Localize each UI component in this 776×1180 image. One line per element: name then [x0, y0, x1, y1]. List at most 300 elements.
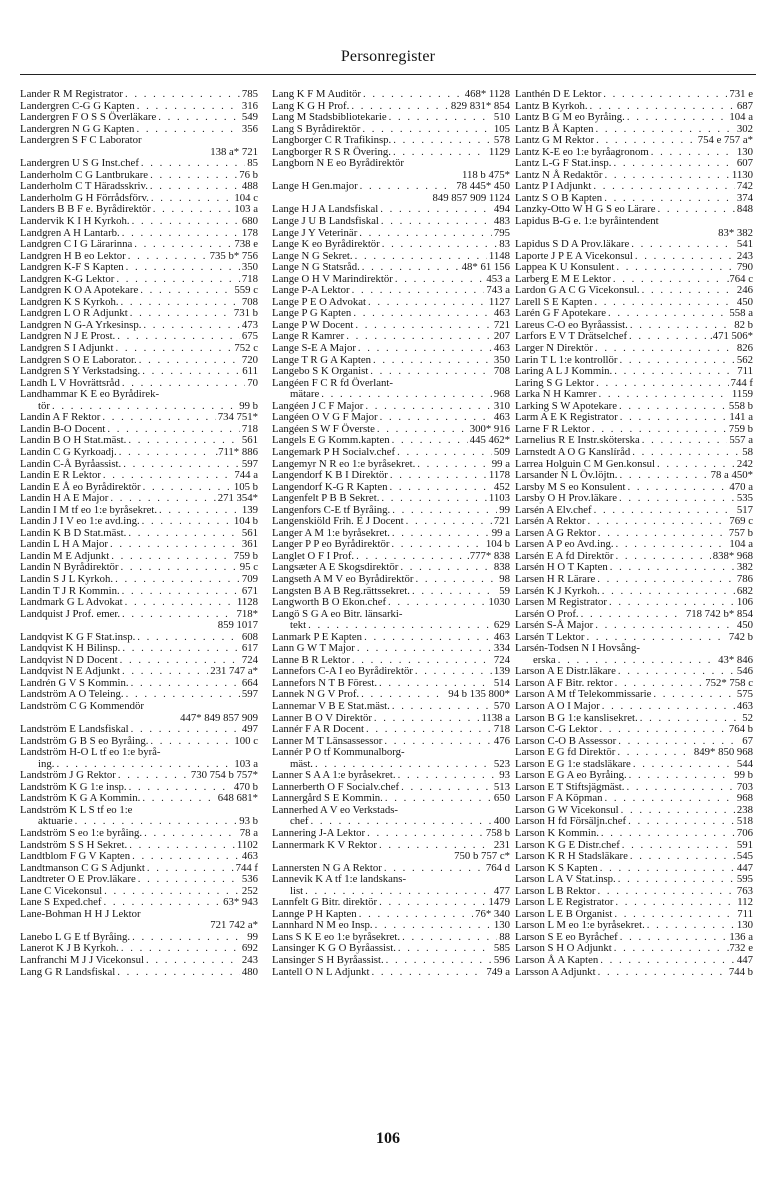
entry-pages: 758 b: [485, 827, 510, 839]
entry-name: Lansinger S H Byråassist.: [272, 954, 384, 967]
leader-dots: [398, 770, 498, 782]
entry-name: Larsby M S eo Konsulent: [515, 480, 626, 493]
index-entry: [272, 955, 510, 967]
entry-pages: 100 c: [234, 734, 258, 747]
index-entry: [272, 493, 510, 505]
entry-pages: 63* 943: [223, 896, 258, 909]
leader-dots: [115, 343, 232, 355]
entry-pages: 570: [493, 699, 510, 712]
entry-pages: 743 a: [486, 284, 510, 297]
entry-name: Lantz B Å Kapten: [515, 122, 594, 135]
leader-dots: [364, 632, 492, 644]
leader-dots: [628, 816, 735, 828]
entry-name: Larson A O I Major: [515, 699, 600, 712]
index-entry: [272, 609, 510, 621]
entry-pages: 1138 a: [481, 711, 510, 724]
leader-dots: [118, 770, 189, 782]
index-entry: [272, 701, 510, 713]
entry-pages: 477: [493, 884, 510, 897]
entry-pages: 83: [499, 238, 510, 251]
leader-dots: [368, 297, 487, 309]
entry-pages: 734 751*: [217, 411, 258, 424]
leader-dots: [594, 297, 735, 309]
entry-pages: 675: [241, 330, 258, 343]
entry-pages: 752 c: [234, 342, 258, 355]
index-entry: [20, 470, 258, 482]
entry-pages: 735 b* 756: [209, 249, 258, 262]
leader-dots: [139, 355, 240, 367]
leader-dots: [137, 632, 240, 644]
entry-name: Larsen H R Lärare: [515, 572, 596, 585]
entry-name: Larson F A Köpman: [515, 792, 603, 805]
entry-pages: 447: [736, 861, 753, 874]
entry-name: Langsæter A E Skogsdirektör: [272, 561, 399, 574]
leader-dots: [616, 551, 711, 563]
entry-name: Larberg E M E Lektor: [515, 272, 611, 285]
entry-pages: 838: [493, 561, 510, 574]
leader-dots: [598, 886, 735, 898]
leader-dots: [352, 285, 485, 297]
entry-name: Landgren S O E Laborator.: [20, 353, 137, 366]
entry-pages: 687: [736, 99, 753, 112]
entry-name: Landström J G Rektor: [20, 769, 116, 782]
entry-name: Lannerberth O F Socialv.chef: [272, 780, 400, 793]
entry-pages: 708: [241, 295, 258, 308]
leader-dots: [370, 366, 492, 378]
index-column-2: [272, 89, 510, 978]
index-entry: [272, 343, 510, 355]
leader-dots: [415, 666, 492, 678]
entry-pages: 447* 849 857 909: [180, 711, 258, 724]
entry-pages: 754 e 757 a*: [697, 134, 753, 147]
entry-pages: 749 a: [486, 965, 510, 978]
entry-name: Landergren F O S S Överläkare: [20, 111, 157, 124]
entry-name: Landgren K O A Apotekare: [20, 284, 139, 297]
index-entry: [272, 447, 510, 459]
entry-name: Lardon G A C G Vicekonsul.: [515, 284, 640, 297]
entry-pages: 350: [241, 261, 258, 274]
index-entry: [20, 343, 258, 355]
index-entry: [515, 216, 753, 228]
entry-pages: 82 b: [734, 318, 753, 331]
leader-dots: [397, 447, 492, 459]
entry-pages: 242: [736, 457, 753, 470]
leader-dots: [635, 251, 735, 263]
entry-name: Lanfranchi M J J Vicekonsul: [20, 954, 144, 967]
entry-name: Landgren H B eo Lektor: [20, 249, 126, 262]
entry-name: Lane C Vicekonsul: [20, 884, 103, 897]
entry-name: Lannhard N M eo Insp.: [272, 919, 373, 932]
entry-pages: 724: [493, 653, 510, 666]
entry-pages: 826: [736, 342, 753, 355]
leader-dots: [587, 516, 727, 528]
entry-name: Lanthén D E Lektor: [515, 88, 602, 100]
entry-name: Langenfors C-E tf Byråing.: [272, 503, 391, 516]
entry-pages: 105: [493, 122, 510, 135]
entry-name: Landström G B S eo Byråing.: [20, 734, 149, 747]
entry-pages: 750 b 757 c*: [454, 850, 510, 863]
entry-name: Larsson A Adjunkt: [515, 965, 596, 978]
leader-dots: [393, 135, 492, 147]
leader-dots: [115, 574, 240, 586]
entry-name: Langö S G A eo Bitr. länsarki-: [272, 607, 403, 620]
entry-pages: 476: [493, 734, 510, 747]
entry-name: Landgren N G-A Yrkesinsp.: [20, 318, 142, 331]
entry-pages: 445 462*: [469, 434, 510, 447]
entry-name: mäst.: [290, 757, 313, 770]
entry-pages: 138 a* 721: [210, 145, 258, 158]
entry-name: Lanerot K J B Kyrkoh.: [20, 942, 119, 955]
leader-dots: [159, 505, 240, 517]
leader-dots: [622, 840, 735, 852]
entry-name: Landers B B F e. Byrådirektör: [20, 203, 151, 216]
leader-dots: [616, 262, 734, 274]
entry-name: Langebo S K Organist: [272, 365, 369, 378]
entry-pages: 759 b: [233, 549, 258, 562]
entry-name: Lange P W Docent: [272, 318, 354, 331]
leader-dots: [596, 378, 728, 390]
leader-dots: [615, 897, 735, 909]
leader-dots: [601, 828, 735, 840]
leader-dots: [123, 459, 240, 471]
leader-dots: [359, 909, 473, 921]
leader-dots: [594, 505, 735, 517]
entry-name: Langemark P H Socialv.chef: [272, 445, 396, 458]
entry-pages: 742: [736, 180, 753, 193]
leader-dots: [151, 193, 233, 205]
index-entry: [515, 874, 753, 886]
index-entry: [515, 967, 753, 979]
index-entry: [272, 724, 510, 736]
entry-pages: 536: [241, 873, 258, 886]
index-entry: [515, 955, 753, 967]
entry-pages: 757 b: [728, 526, 753, 539]
index-entry: [515, 447, 753, 459]
entry-pages: 731 e: [729, 88, 753, 100]
leader-dots: [158, 112, 240, 124]
entry-name: Langenfelt P B B Sekret.: [272, 492, 380, 505]
leader-dots: [308, 620, 492, 632]
entry-pages: 608: [241, 630, 258, 643]
leader-dots: [129, 840, 235, 852]
index-entry: [272, 112, 510, 124]
entry-name: Larsen A G Rektor: [515, 526, 596, 539]
entry-name: Larson C-O B Assessor: [515, 734, 617, 747]
index-entry: [20, 135, 258, 147]
entry-name: Landström S S H Sekret.: [20, 838, 128, 851]
entry-pages: 708: [493, 365, 510, 378]
entry-name: Landgren N J E Prost.: [20, 330, 116, 343]
entry-name: Lannfelt G Bitr. direktör: [272, 896, 378, 909]
entry-pages: 136 a: [729, 930, 753, 943]
entry-name: Langéen J C F Major: [272, 399, 364, 412]
entry-pages: 246: [736, 284, 753, 297]
index-column-1: [20, 89, 258, 978]
leader-dots: [415, 574, 497, 586]
entry-pages: 517: [736, 503, 753, 516]
leader-dots: [620, 932, 728, 944]
entry-pages: 450: [736, 619, 753, 632]
entry-name: Landin A F Rektor: [20, 411, 101, 424]
index-entry: [515, 701, 753, 713]
entry-pages: 48* 61 156: [461, 261, 510, 274]
entry-name: Larsander N L Öv.löjtn.: [515, 469, 618, 482]
entry-pages: 356: [241, 122, 258, 135]
leader-dots: [150, 736, 232, 748]
leader-dots: [613, 158, 734, 170]
leader-dots: [373, 355, 492, 367]
leader-dots: [658, 204, 735, 216]
entry-name: Lantz G M Rektor: [515, 134, 595, 147]
entry-pages: 103 a: [234, 757, 258, 770]
entry-pages: 382: [736, 561, 753, 574]
entry-pages: 453 a: [486, 272, 510, 285]
leader-dots: [642, 285, 735, 297]
entry-name: Larsby O H Prov.läkare: [515, 492, 617, 505]
entry-pages: 316: [241, 99, 258, 112]
leader-dots: [381, 493, 487, 505]
entry-name: Langworth B O Ekon.chef: [272, 596, 387, 609]
entry-name: Langseth A M V eo Byrådirektör: [272, 572, 414, 585]
entry-name: Landin K B D Stat.mäst.: [20, 526, 127, 539]
entry-pages: 692: [241, 942, 258, 955]
entry-name: Larnstedt A O G Kanslíråd: [515, 445, 631, 458]
entry-pages: 680: [241, 215, 258, 228]
entry-name: Larger N Direktör: [515, 342, 594, 355]
entry-pages: 99 a: [491, 457, 510, 470]
entry-name: Lange N G Sekret.: [272, 249, 353, 262]
entry-name: Larson K S Kapten: [515, 861, 598, 874]
leader-dots: [392, 435, 468, 447]
entry-pages: 718: [493, 723, 510, 736]
entry-pages: 480: [241, 965, 258, 978]
entry-pages: 759 b: [728, 422, 753, 435]
entry-name: Landström K G 1:e insp.: [20, 780, 127, 793]
leader-dots: [593, 181, 735, 193]
entry-name: Langer P P eo Byrådirektör: [272, 538, 390, 551]
leader-dots: [620, 355, 735, 367]
entry-pages: 400: [493, 815, 510, 828]
entry-pages: 139: [493, 665, 510, 678]
index-entry: [272, 967, 510, 979]
leader-dots: [382, 239, 497, 251]
entry-name: Larson L A V Stat.insp.: [515, 873, 616, 886]
entry-pages: 104 a: [729, 111, 753, 124]
entry-name: Lange P G Kapten: [272, 307, 352, 320]
entry-name: Landmark G L Advokat: [20, 596, 123, 609]
entry-pages: 59: [499, 584, 510, 597]
leader-dots: [390, 470, 487, 482]
entry-name: Lantz N Å Redaktör: [515, 168, 603, 181]
leader-dots: [632, 447, 740, 459]
index-entry: [20, 216, 258, 228]
entry-pages: 94 b 135 800*: [448, 688, 510, 701]
entry-pages: 731 b: [233, 307, 258, 320]
entry-name: Lareus C-O eo Byråassist.: [515, 318, 628, 331]
entry-name: Larson K Kommin.: [515, 827, 599, 839]
entry-pages: 463: [493, 630, 510, 643]
entry-name: ing.: [38, 757, 55, 770]
entry-name: Laring S G Lektor: [515, 376, 595, 389]
entry-name: Langéen F C R fd Överlant-: [272, 376, 393, 389]
entry-name: Landin B O H Stat.mäst.: [20, 434, 127, 447]
entry-pages: .471 506*: [710, 330, 753, 343]
entry-pages: 98: [499, 572, 510, 585]
entry-pages: 470 b: [233, 780, 258, 793]
entry-pages: 1030: [488, 596, 510, 609]
index-entry: [515, 366, 753, 378]
entry-pages: 786: [736, 572, 753, 585]
index-entry: [272, 216, 510, 228]
entry-pages: 509: [493, 445, 510, 458]
entry-name: Larsén A Rektor: [515, 515, 586, 528]
leader-dots: [132, 932, 245, 944]
entry-pages: 43* 846: [718, 653, 753, 666]
entry-pages: 76* 340: [475, 907, 510, 920]
entry-name: Lantell O N L Adjunkt: [272, 965, 370, 978]
entry-name: Landgren K S Kyrkoh.: [20, 295, 119, 308]
entry-name: Lapidus S D A Prov.läkare: [515, 238, 630, 251]
entry-name: Lange J Y Veterinär: [272, 226, 358, 239]
leader-dots: [614, 366, 735, 378]
leader-dots: [357, 643, 492, 655]
entry-name: Landquist J Prof. emer.: [20, 607, 121, 620]
leader-dots: [122, 666, 208, 678]
entry-pages: 104 b: [485, 538, 510, 551]
entry-name: Lange K eo Byrådirektör: [272, 238, 380, 251]
leader-dots: [627, 112, 728, 124]
leader-dots: [619, 493, 735, 505]
entry-pages: 93 b: [239, 815, 258, 828]
leader-dots: [386, 955, 492, 967]
entry-name: Landin I M tf eo 1:e byråsekret.: [20, 503, 158, 516]
index-entry: [20, 366, 258, 378]
entry-name: Lanne B R Lektor: [272, 653, 350, 666]
index-entry: [515, 89, 753, 101]
leader-dots: [616, 539, 728, 551]
leader-dots: [381, 216, 492, 228]
entry-name: Lange O H V Marindirektör: [272, 272, 393, 285]
index-entry: [272, 597, 510, 609]
entry-pages: .732 e: [726, 942, 753, 955]
leader-dots: [617, 747, 692, 759]
entry-name: Lang M Stadsbibliotekarie: [272, 111, 387, 124]
entry-name: Landgren A H Lantarb.: [20, 226, 120, 239]
entry-name: Landin J I V eo 1:e avd.ing.: [20, 515, 140, 528]
entry-pages: 463: [493, 342, 510, 355]
index-entry: [20, 967, 258, 979]
leader-dots: [385, 793, 492, 805]
entry-pages: 718: [241, 272, 258, 285]
entry-name: Larsén A Elv.chef: [515, 503, 592, 516]
entry-pages: 711: [737, 907, 753, 920]
entry-name: Larrea Holguin C M Gen.konsul: [515, 457, 656, 470]
entry-pages: 544: [736, 757, 753, 770]
leader-dots: [111, 551, 232, 563]
leader-dots: [610, 562, 735, 574]
page-number: 106: [376, 1130, 400, 1147]
entry-pages: 744 a: [234, 469, 258, 482]
index-entry: [515, 112, 753, 124]
leader-dots: [122, 643, 240, 655]
entry-name: Landström E Landsfiskal: [20, 723, 129, 736]
leader-dots: [121, 562, 238, 574]
entry-name: Lannering J-A Lektor: [272, 827, 366, 839]
entry-name: Lanner B O V Direktör: [272, 711, 372, 724]
entry-name: Landervik K I H Kyrkoh.: [20, 215, 130, 228]
entry-pages: 76 b: [239, 168, 258, 181]
entry-pages: 650: [493, 792, 510, 805]
leader-dots: [110, 539, 240, 551]
entry-pages: 711: [737, 365, 753, 378]
entry-pages: 88: [499, 930, 510, 943]
leader-dots: [140, 285, 232, 297]
entry-pages: 334: [493, 642, 510, 655]
page-header: Personregister: [340, 48, 436, 65]
leader-dots: [132, 216, 240, 228]
entry-name: Lannge P H Kapten: [272, 907, 357, 920]
entry-name: Larson K G E Distr.chef: [515, 838, 620, 851]
entry-name: Landin C-Å Byråassist.: [20, 457, 122, 470]
entry-pages: 764 b: [728, 723, 753, 736]
leader-dots: [417, 459, 489, 471]
entry-name: Lang K G H Prof.: [272, 99, 350, 112]
entry-name: Larson K R H Stadsläkare: [515, 850, 628, 863]
entry-name: Lantz P I Adjunkt: [515, 180, 592, 193]
entry-name: Lansinger K G O Byråassist.: [272, 942, 396, 955]
entry-name: Lanmark P E Kapten: [272, 630, 363, 643]
entry-pages: 721 742 a*: [210, 919, 258, 932]
entry-pages: 703: [736, 780, 753, 793]
entry-pages: 243: [736, 249, 753, 262]
index-entry: [272, 135, 510, 147]
entry-pages: 494: [493, 203, 510, 216]
leader-dots: [627, 482, 727, 494]
entry-pages: 271 354*: [217, 492, 258, 505]
entry-name: Lannefors C-A I eo Byrådirektör: [272, 665, 413, 678]
entry-name: Landqvist K G F Stat.insp.: [20, 630, 136, 643]
entry-name: Landtmanson C G S Adjunkt: [20, 861, 145, 874]
leader-dots: [602, 701, 735, 713]
entry-pages: 103 a: [234, 203, 258, 216]
entry-pages: 1102: [236, 838, 258, 851]
entry-name: Landström K L S tf eo 1:e: [20, 803, 133, 816]
leader-dots: [598, 967, 727, 979]
leader-dots: [130, 308, 232, 320]
entry-pages: 968: [736, 792, 753, 805]
entry-pages: 671: [241, 584, 258, 597]
entry-name: Lange S-E A Major: [272, 342, 356, 355]
entry-name: Lange P-A Lektor: [272, 284, 350, 297]
entry-name: tekt: [290, 619, 307, 632]
entry-pages: 849* 850 968: [693, 746, 753, 759]
entry-pages: 752* 758 c: [705, 676, 753, 689]
leader-dots: [604, 170, 729, 182]
entry-name: Laring A L J Kommin.: [515, 365, 613, 378]
entry-pages: 470 a: [729, 480, 753, 493]
entry-name: Langels E G Komm.kapten: [272, 434, 390, 447]
entry-pages: 130: [736, 919, 753, 932]
entry-pages: 742 b: [728, 630, 753, 643]
index-entry: [20, 747, 258, 759]
entry-name: chef: [290, 815, 309, 828]
entry-pages: 463: [241, 850, 258, 863]
entry-pages: 561: [241, 434, 258, 447]
entry-name: Lanebo L G E tf Byråing.: [20, 930, 131, 943]
leader-dots: [372, 967, 485, 979]
entry-name: Larson E G 1:e stadsläkare: [515, 757, 631, 770]
leader-dots: [600, 863, 735, 875]
